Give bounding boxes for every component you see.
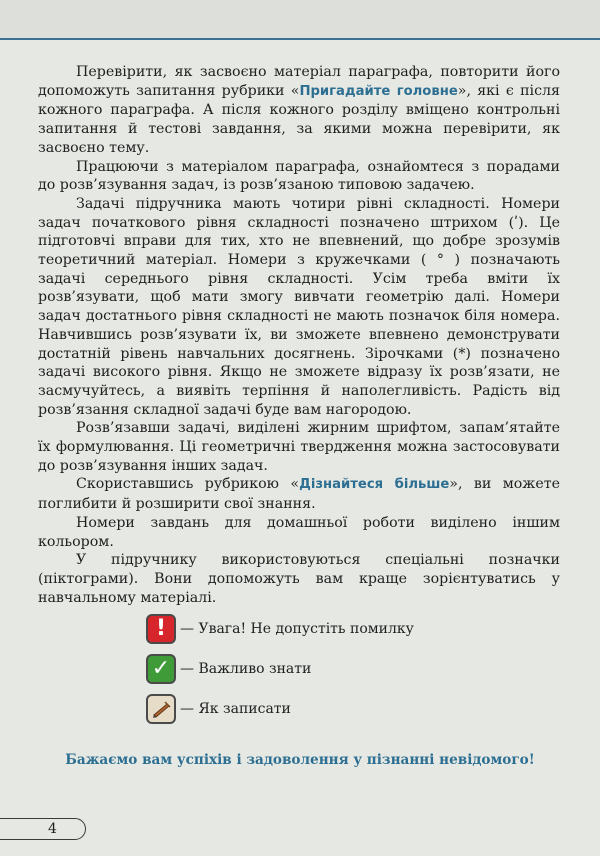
paragraph-pictograms: У підручнику використовуються спеціальні позначки (піктограми). Вони допоможуть вам краще зорієнтуватись у навчальному матеріалі. — [38, 552, 560, 606]
page-number-tab — [0, 818, 86, 840]
page-number: 4 — [48, 821, 57, 837]
paragraph-bold-tasks: Розв’язавши задачі, виділені жирним шрифтом, запам’ятайте їх формулювання. Ці геометричні твердження можна застосовувати до розв’язування інших задач. — [38, 420, 560, 474]
pen-icon — [146, 694, 176, 724]
quill-pen-icon — [150, 698, 172, 720]
page-header-band — [0, 0, 600, 38]
paragraph-homework: Номери завдань для домашньої роботи виділено іншим кольором. — [38, 514, 560, 550]
paragraph-difficulty-levels: Задачі підручника мають чотири рівні складності. Номери задач початкового рівня складності позначено штрихом (ʹ). Це підготовчі вправи для тих, хто не впевнений, що добре зрозумів теоретичний матеріал. Номери з кружечками ( ° ) позначають задачі середнього рівня складності. Усім треба вміти їх розв’язувати, щоб мати змогу вивчати геометрію далі. Номери задач достатнього рівня складності не мають позначок біля номера. Навчившись розв’язувати їх, ви зможете впевнено демонструвати достатній рівень навчальних досягнень. Зірочками (*) позначено задачі високого рівня. Якщо не зможете відразу їх розв’язати, не засмучуйтесь, а виявіть терпіння й наполегливість. Радість від розв’язання складної задачі буде вам нагородою. — [38, 195, 560, 418]
legend-item-important: ✓ — Важливо знати — [146, 654, 311, 684]
paragraph-review: Перевірити, як засвоєно матеріал параграфа, повторити його допоможуть запитання рубрики «Пригадайте головне», які є після кожного параграфа. А після кожного розділу вміщено контрольні запитання й тестові завдання, за якими можна перевірити, як засвоєно тему. — [38, 64, 560, 156]
legend-item-attention: ! — Увага! Не допустіть помилку — [146, 614, 414, 644]
exclamation-icon: ! — [146, 614, 176, 644]
closing-wish: Бажаємо вам успіхів і задоволення у пізнанні невідомого! — [65, 752, 535, 768]
legend-item-how-to-write: — Як записати — [146, 694, 291, 724]
checkmark-icon: ✓ — [146, 654, 176, 684]
paragraph-solving-tips: Працюючи з матеріалом параграфа, ознайомтеся з порадами до розв’язування задач, із розв’язаною типовою задачею. — [38, 158, 560, 194]
rubric-remember-main: Пригадайте головне — [299, 83, 458, 99]
header-rule — [0, 38, 600, 40]
paragraph-learn-more: Скориставшись рубрикою «Дізнайтеся більше», ви можете поглибити й розширити свої знання. — [38, 476, 560, 513]
body-text — [38, 63, 560, 607]
rubric-learn-more: Дізнайтеся більше — [299, 477, 450, 493]
